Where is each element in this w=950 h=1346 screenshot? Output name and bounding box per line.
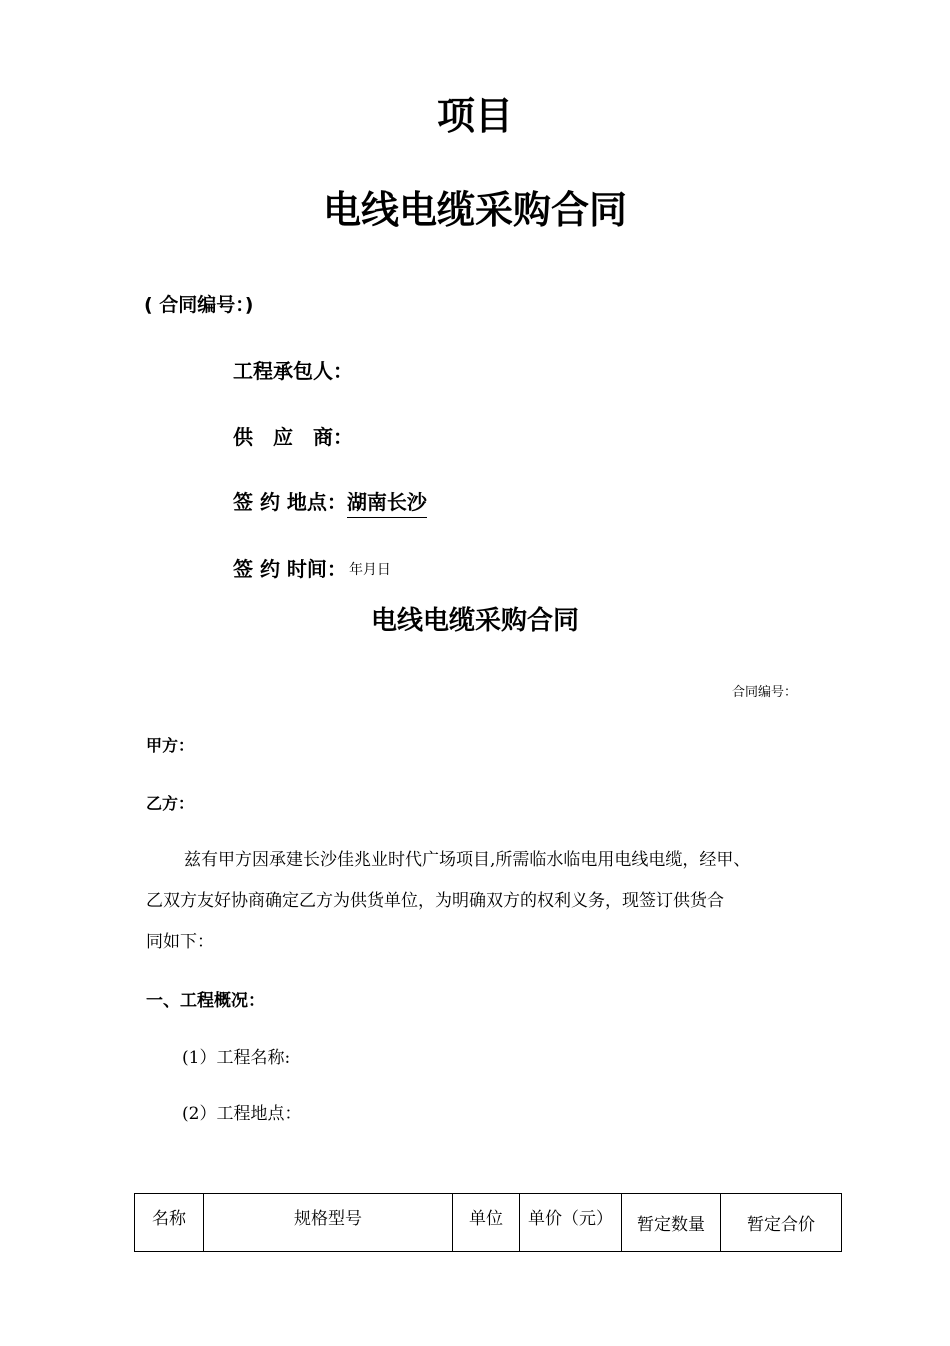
cover-title-line1: 项目	[436, 94, 513, 138]
intro-line-2: 乙双方友好协商确定乙方为供货单位，为明确双方的权利义务，现签订供货合	[146, 891, 724, 911]
table-header-row	[135, 1194, 842, 1252]
project-name-item: (1）工程名称:	[182, 1048, 291, 1068]
header-spec: 规格型号	[204, 1194, 453, 1252]
intro-paragraph	[146, 840, 811, 963]
contract-number: 合同编号：	[731, 685, 797, 700]
project-location-item: (2）工程地点：	[182, 1104, 302, 1124]
sign-time-value: 年月日	[348, 562, 391, 578]
contractor-label: 工程承包人：	[233, 359, 353, 383]
cover-title-line2: 电线电缆采购合同	[322, 188, 627, 232]
sign-place-label: 签 约 地点：	[233, 490, 347, 514]
cover-contract-number: ( 合同编号：)	[144, 294, 254, 316]
supplier-row	[233, 421, 353, 453]
header-name: 名称	[135, 1194, 204, 1252]
sign-time-row	[233, 553, 391, 586]
supplier-label: 供 应 商：	[233, 425, 353, 449]
party-a: 甲方：	[146, 736, 195, 755]
spec-table	[134, 1193, 842, 1252]
intro-line-1: 兹有甲方因承建长沙佳兆业时代广场项目,所需临水临电用电线电缆，经甲、	[184, 850, 751, 870]
sign-time-label: 签 约 时间：	[233, 557, 347, 581]
contract-title: 电线电缆采购合同	[370, 606, 579, 636]
header-unit: 单位	[453, 1194, 520, 1252]
header-quantity: 暂定数量	[622, 1194, 721, 1252]
sign-place-row	[233, 486, 427, 518]
sign-place-value: 湖南长沙	[347, 488, 427, 518]
intro-line-3: 同如下：	[146, 932, 214, 952]
header-unit-price: 单价（元）	[520, 1194, 622, 1252]
contractor-row	[233, 355, 353, 387]
section-1-heading: 一、工程概况：	[146, 991, 265, 1011]
party-b: 乙方：	[146, 794, 195, 813]
header-total: 暂定合价	[721, 1194, 842, 1252]
